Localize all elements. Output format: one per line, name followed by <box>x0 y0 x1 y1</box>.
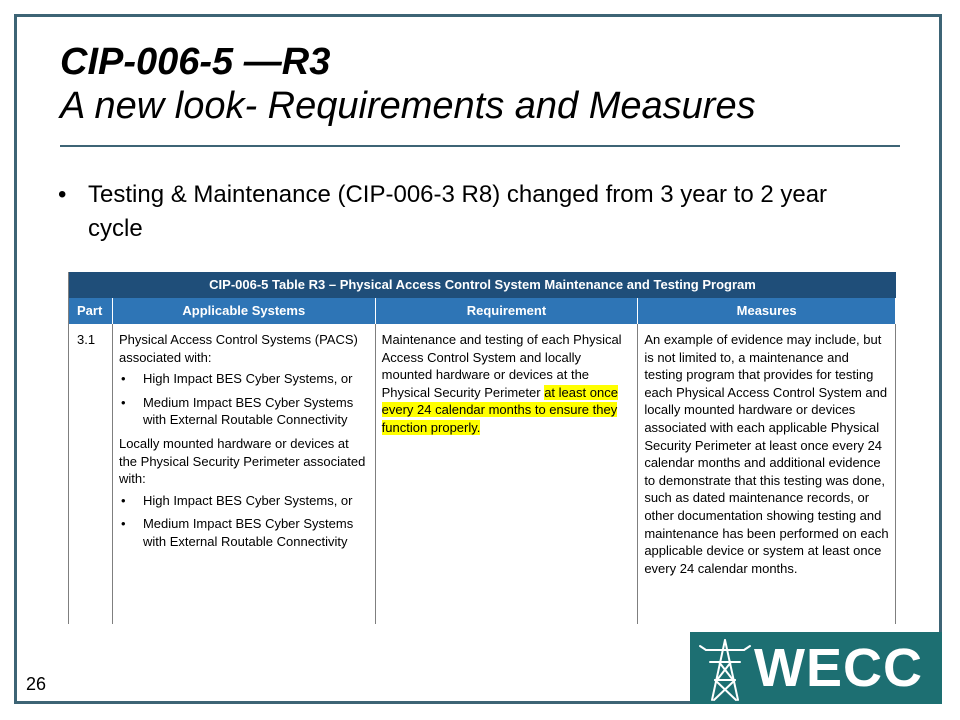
list-item: • High Impact BES Cyber Systems, or <box>119 370 369 388</box>
title-line-2: A new look- Requirements and Measures <box>60 85 756 127</box>
cell-part: 3.1 <box>69 324 113 624</box>
requirements-table <box>68 272 896 624</box>
list-item: • Medium Impact BES Cyber Systems with External Routable Connectivity <box>119 515 369 550</box>
header-part: Part <box>69 298 113 324</box>
cell-requirement <box>376 324 639 624</box>
requirement-highlight: at least once every 24 calendar months to ensure they function properly. <box>381 384 618 435</box>
cell-applicable-systems <box>113 324 376 624</box>
list-item: • High Impact BES Cyber Systems, or <box>119 492 369 510</box>
title-divider <box>60 145 900 147</box>
table-caption: CIP-006-5 Table R3 – Physical Access Control System Maintenance and Testing Program <box>69 272 896 298</box>
systems-intro: Physical Access Control Systems (PACS) associated with: <box>118 332 358 365</box>
bullet-item <box>58 178 878 246</box>
page-number: 26 <box>26 674 47 694</box>
list-item: • Medium Impact BES Cyber Systems with External Routable Connectivity <box>119 394 369 429</box>
requirement-text: Maintenance and testing of each Physical Access Control System and locally mounted hardware or devices at the Physical Security Perimeter <box>381 332 622 400</box>
title-line-1: CIP-006-5 —R3 <box>60 41 331 83</box>
systems-list-a <box>119 370 369 429</box>
header-applicable-systems: Applicable Systems <box>113 298 376 324</box>
slide-title <box>60 40 900 128</box>
table-header-row <box>69 298 896 324</box>
bullet-dot-icon: • <box>58 181 67 208</box>
header-measures: Measures <box>638 298 896 324</box>
header-requirement: Requirement <box>376 298 639 324</box>
systems-mid: Locally mounted hardware or devices at the Physical Security Perimeter associated with: <box>118 435 366 487</box>
systems-list-b <box>119 492 369 551</box>
transmission-tower-icon <box>698 636 752 702</box>
bullet-text: Testing & Maintenance (CIP-006-3 R8) changed from 3 year to 2 year cycle <box>88 181 828 242</box>
wecc-logo <box>690 632 942 704</box>
logo-text: WECC <box>754 638 923 698</box>
table-row <box>69 324 896 624</box>
cell-measures: An example of evidence may include, but is not limited to, a maintenance and testing program that provides for testing each Physical Access Control System and locally mounted hardware or devices associated with each applicable Physical Security Perimeter at least once every 24 calendar months and additional evidence to demonstrate that this testing was done, such as dated maintenance records, or other documentation showing testing and maintenance has been performed on each applicable device or system at least once every 24 calendar months. <box>638 324 896 624</box>
